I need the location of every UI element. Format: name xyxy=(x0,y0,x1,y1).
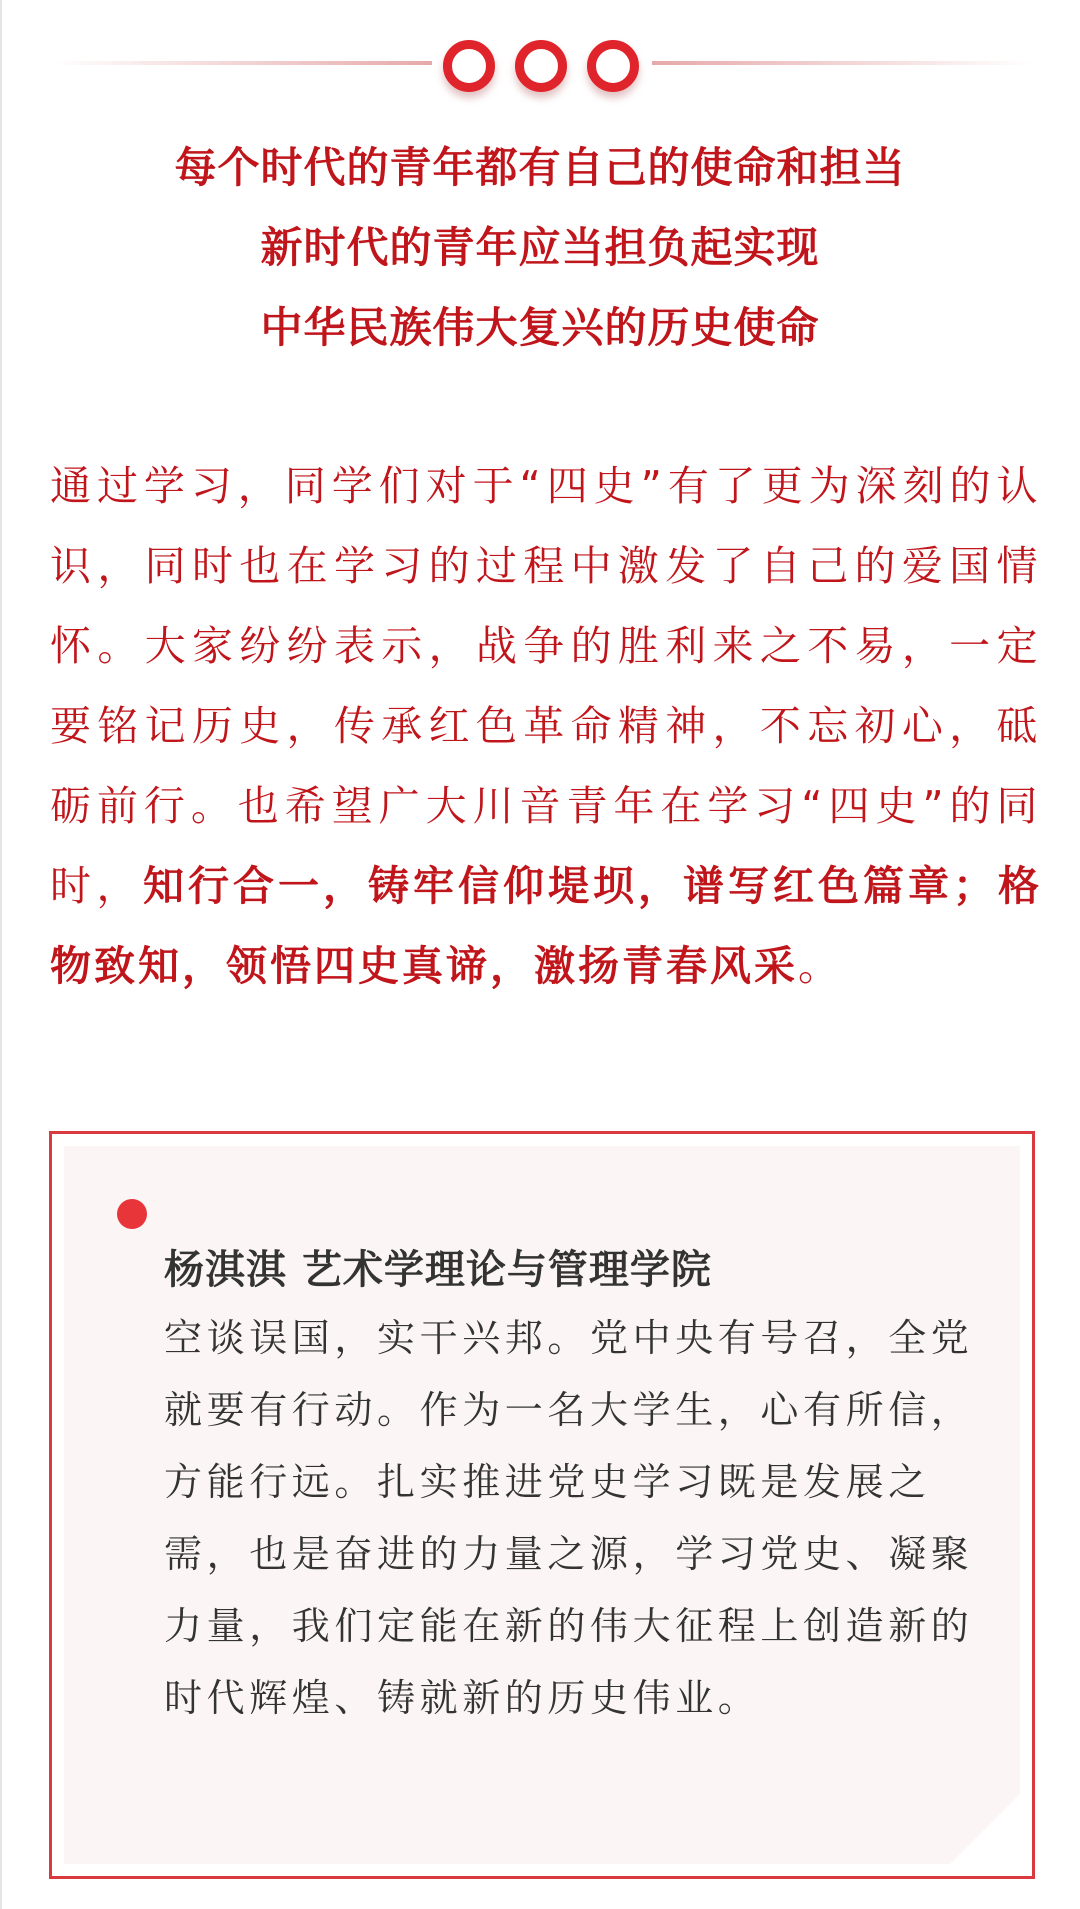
section-divider xyxy=(52,34,1032,90)
divider-line-left xyxy=(52,61,432,65)
paragraph-text: 通过学习，同学们对于“四史”有了更为深刻的认识，同时也在学习的过程中激发了自己的爱国情怀。大家纷纷表示，战争的胜利来之不易，一定要铭记历史，传承红色革命精神，不忘初心，砥砺前行。也希望广大川音青年在学习“四史”的同时， xyxy=(50,462,1042,910)
ring-icon xyxy=(443,40,495,92)
ring-icon xyxy=(587,40,639,92)
headline-line-3: 中华民族伟大复兴的历史使命 xyxy=(260,303,820,352)
ring-icon xyxy=(515,40,567,92)
quote-author: 杨淇淇 艺术学理论与管理学院 xyxy=(164,1247,712,1293)
headline-line-2: 新时代的青年应当担负起实现 xyxy=(260,223,820,272)
bullet-dot-icon xyxy=(117,1199,147,1229)
paragraph-ending: 。 xyxy=(798,942,844,990)
quote-box xyxy=(49,1131,1035,1879)
headline xyxy=(0,128,1080,368)
quote-text: 空谈误国，实干兴邦。党中央有号召，全党就要有行动。作为一名大学生，心有所信，方能行远。扎实推进党史学习既是发展之需，也是奋进的力量之源，学习党史、凝聚力量，我们定能在新的伟大征程上创造新的时代辉煌、铸就新的历史伟业。 xyxy=(164,1316,974,1720)
headline-line-1: 每个时代的青年都有自己的使命和担当 xyxy=(174,143,906,192)
divider-line-right xyxy=(652,61,1032,65)
body-paragraph xyxy=(50,446,1042,1006)
paragraph-emphasis: 知行合一，铸牢信仰堤坝，谱写红色篇章；格物致知，领悟四史真谛，激扬青春风采 xyxy=(50,862,1042,990)
